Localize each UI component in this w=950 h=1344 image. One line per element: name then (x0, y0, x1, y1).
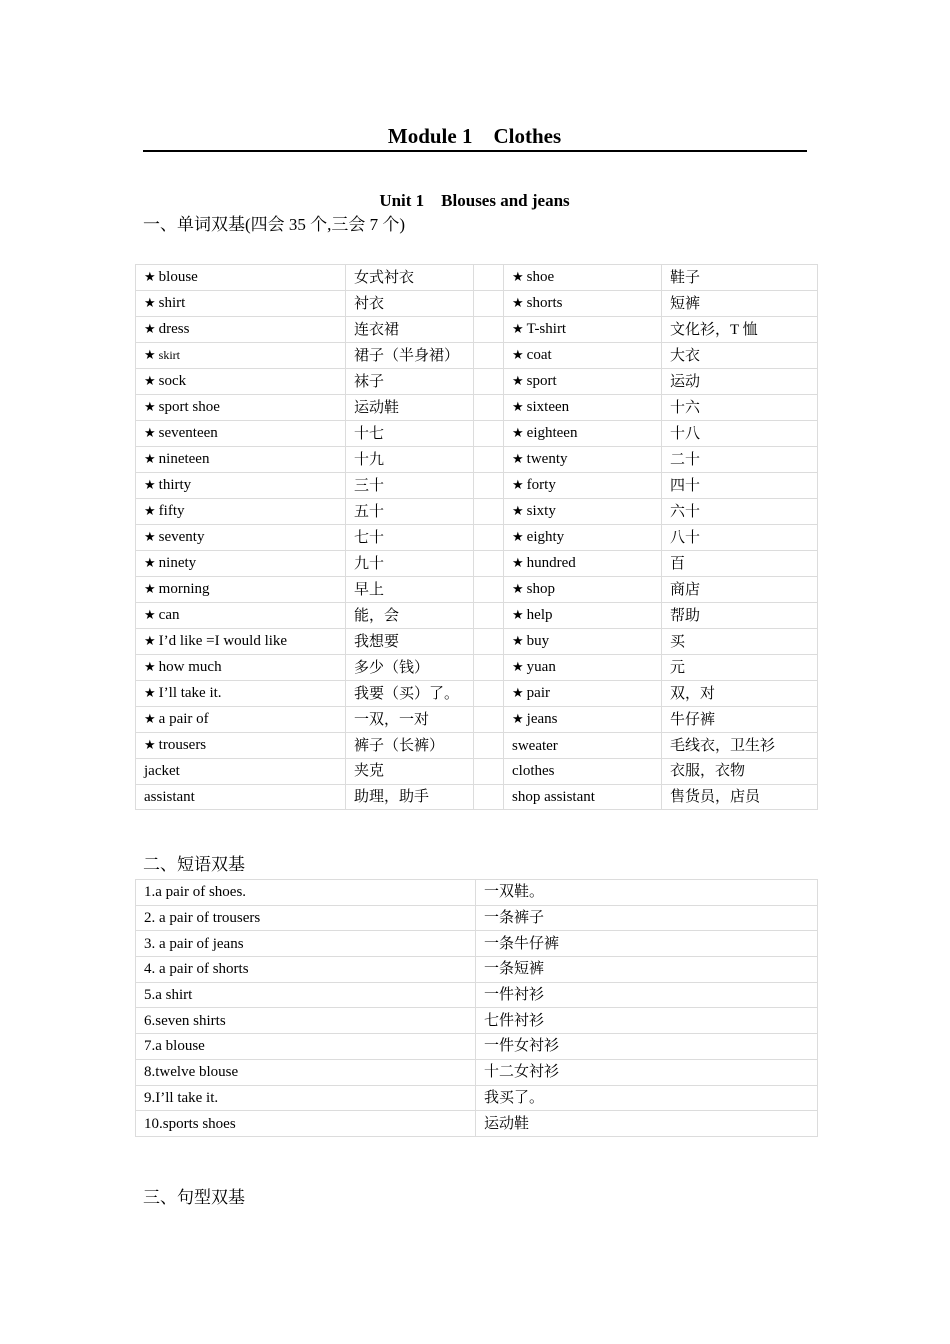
star-icon: ★ (512, 374, 524, 389)
phrase-english: 4. a pair of shorts (136, 957, 476, 983)
phrase-english: 9.I’ll take it. (136, 1085, 476, 1111)
phrase-english: 1.a pair of shoes. (136, 880, 476, 906)
phrase-row (136, 982, 818, 1008)
vocab-chinese-l: 早上 (346, 577, 474, 603)
phrase-chinese: 七件衬衫 (476, 1008, 818, 1034)
vocab-word-r (504, 369, 662, 395)
star-icon: ★ (512, 348, 524, 363)
vocab-chinese-l: 裤子（长裤） (346, 733, 474, 759)
vocab-row (136, 343, 818, 369)
phrase-row (136, 880, 818, 906)
vocab-chinese-r: 十八 (662, 421, 818, 447)
phrase-chinese: 十二女衬衫 (476, 1059, 818, 1085)
vocab-chinese-l: 裙子（半身裙） (346, 343, 474, 369)
vocab-chinese-r: 衣服，衣物 (662, 759, 818, 785)
phrase-row (136, 905, 818, 931)
vocab-row (136, 369, 818, 395)
vocab-word-r (504, 421, 662, 447)
vocab-english: shop assistant (512, 789, 595, 806)
vocab-chinese-r: 百 (662, 551, 818, 577)
module-title: Module 1 Clothes (387, 124, 562, 148)
vocab-english: I’d like =I would like (158, 633, 288, 649)
vocab-chinese-l: 九十 (346, 551, 474, 577)
star-icon: ★ (144, 426, 156, 441)
vocab-gap-cell (474, 343, 504, 369)
vocab-chinese-r: 商店 (662, 577, 818, 603)
vocab-chinese-l: 连衣裙 (346, 317, 474, 343)
vocab-row (136, 447, 818, 473)
star-icon: ★ (512, 452, 524, 467)
vocab-english: ninety (158, 555, 197, 571)
phrase-chinese: 一条短裤 (476, 957, 818, 983)
vocab-english: can (158, 607, 180, 623)
vocab-gap-cell (474, 603, 504, 629)
star-icon: ★ (512, 504, 524, 519)
vocab-chinese-l: 三十 (346, 473, 474, 499)
vocab-chinese-l: 袜子 (346, 369, 474, 395)
star-icon: ★ (512, 556, 524, 571)
vocab-word-l (136, 784, 346, 810)
vocab-english: trousers (158, 737, 207, 753)
vocab-word-r (504, 265, 662, 291)
vocab-word-r (504, 447, 662, 473)
phrase-chinese: 我买了。 (476, 1085, 818, 1111)
vocab-chinese-r: 毛线衣，卫生衫 (662, 733, 818, 759)
star-icon: ★ (144, 582, 156, 597)
vocab-chinese-l: 夹克 (346, 759, 474, 785)
title-underline (143, 150, 807, 152)
vocab-chinese-l: 五十 (346, 499, 474, 525)
vocab-english: seventy (158, 529, 205, 545)
vocab-english: assistant (144, 789, 195, 806)
vocab-word-l (136, 473, 346, 499)
vocab-english: sixteen (526, 399, 570, 415)
vocab-gap-cell (474, 655, 504, 681)
star-icon: ★ (512, 686, 524, 701)
vocab-chinese-l: 能，会 (346, 603, 474, 629)
star-icon: ★ (144, 530, 156, 545)
vocab-chinese-r: 六十 (662, 499, 818, 525)
star-icon: ★ (144, 738, 156, 753)
phrase-row (136, 1111, 818, 1137)
phrase-chinese: 一条裤子 (476, 905, 818, 931)
vocab-word-l (136, 369, 346, 395)
vocab-english: I’ll take it. (158, 685, 222, 701)
section-vocabulary-heading: 一、单词双基(四会 35 个,三会 7 个) (143, 215, 406, 234)
vocab-chinese-r: 鞋子 (662, 265, 818, 291)
vocab-word-r (504, 317, 662, 343)
vocab-word-l (136, 447, 346, 473)
vocab-english: sixty (526, 503, 556, 519)
vocab-gap-cell (474, 499, 504, 525)
vocab-word-l (136, 395, 346, 421)
section-sentences-heading: 三、句型双基 (143, 1188, 245, 1207)
vocab-english: sock (158, 373, 187, 389)
star-icon: ★ (512, 530, 524, 545)
star-icon: ★ (512, 660, 524, 675)
star-icon: ★ (512, 712, 524, 727)
star-icon: ★ (512, 478, 524, 493)
vocab-english: T-shirt (526, 321, 567, 337)
vocab-chinese-r: 四十 (662, 473, 818, 499)
vocab-chinese-l: 运动鞋 (346, 395, 474, 421)
star-icon: ★ (144, 686, 156, 701)
vocab-english: shirt (158, 295, 186, 311)
star-icon: ★ (512, 582, 524, 597)
vocab-gap-cell (474, 447, 504, 473)
vocab-word-r (504, 655, 662, 681)
phrase-row (136, 1008, 818, 1034)
vocab-english: eighty (526, 529, 565, 545)
vocab-gap-cell (474, 577, 504, 603)
vocab-english: hundred (526, 555, 576, 571)
vocab-row (136, 629, 818, 655)
phrase-chinese: 一件衬衫 (476, 982, 818, 1008)
vocab-word-l (136, 577, 346, 603)
vocab-gap-cell (474, 525, 504, 551)
star-icon: ★ (144, 660, 156, 675)
vocab-gap-cell (474, 473, 504, 499)
vocab-gap-cell (474, 265, 504, 291)
phrase-row (136, 931, 818, 957)
vocab-gap-cell (474, 317, 504, 343)
vocab-row (136, 707, 818, 733)
vocab-english: nineteen (158, 451, 210, 467)
phrase-chinese: 一条牛仔裤 (476, 931, 818, 957)
vocab-gap-cell (474, 421, 504, 447)
vocab-english: how much (158, 659, 222, 675)
phrase-chinese: 一双鞋。 (476, 880, 818, 906)
vocab-chinese-l: 衬衣 (346, 291, 474, 317)
vocab-english: pair (526, 685, 550, 701)
vocab-chinese-r: 元 (662, 655, 818, 681)
vocab-word-r (504, 473, 662, 499)
vocab-english: coat (526, 347, 552, 363)
phrase-chinese: 一件女衬衫 (476, 1034, 818, 1060)
vocab-row (136, 655, 818, 681)
star-icon: ★ (144, 634, 156, 649)
vocab-chinese-l: 多少（钱） (346, 655, 474, 681)
vocab-word-l (136, 629, 346, 655)
vocab-english: seventeen (158, 425, 218, 441)
vocab-row (136, 759, 818, 785)
vocab-row (136, 499, 818, 525)
phrase-english: 3. a pair of jeans (136, 931, 476, 957)
vocab-row (136, 603, 818, 629)
phrase-english: 5.a shirt (136, 982, 476, 1008)
star-icon: ★ (144, 296, 156, 311)
vocab-english: help (526, 607, 553, 623)
vocab-word-l (136, 551, 346, 577)
vocab-word-r (504, 291, 662, 317)
phrase-english: 8.twelve blouse (136, 1059, 476, 1085)
vocab-english: blouse (158, 269, 198, 285)
vocab-word-r (504, 395, 662, 421)
phrase-row (136, 1034, 818, 1060)
vocab-chinese-r: 短裤 (662, 291, 818, 317)
vocab-gap-cell (474, 784, 504, 810)
star-icon: ★ (512, 296, 524, 311)
phrase-chinese: 运动鞋 (476, 1111, 818, 1137)
vocab-english: shop (526, 581, 555, 597)
vocab-word-l (136, 499, 346, 525)
vocab-row (136, 395, 818, 421)
phrases-table (135, 879, 818, 1137)
vocab-gap-cell (474, 629, 504, 655)
vocab-gap-cell (474, 291, 504, 317)
vocab-word-l (136, 421, 346, 447)
vocab-english: buy (526, 633, 550, 649)
phrase-english: 7.a blouse (136, 1034, 476, 1060)
vocab-english: clothes (512, 763, 555, 780)
vocab-chinese-l: 十七 (346, 421, 474, 447)
star-icon: ★ (512, 634, 524, 649)
vocab-word-l (136, 707, 346, 733)
vocab-word-r (504, 629, 662, 655)
vocab-word-r (504, 603, 662, 629)
vocab-row (136, 784, 818, 810)
vocab-english: sport (526, 373, 557, 389)
vocab-chinese-l: 七十 (346, 525, 474, 551)
star-icon: ★ (144, 400, 156, 415)
vocab-english: shorts (526, 295, 563, 311)
vocab-chinese-l: 助理，助手 (346, 784, 474, 810)
vocab-gap-cell (474, 395, 504, 421)
vocab-chinese-r: 帮助 (662, 603, 818, 629)
vocab-word-l (136, 681, 346, 707)
vocab-chinese-l: 十九 (346, 447, 474, 473)
vocab-english: yuan (526, 659, 556, 675)
star-icon: ★ (512, 608, 524, 623)
vocab-chinese-l: 一双，一对 (346, 707, 474, 733)
vocab-word-r (504, 577, 662, 603)
vocabulary-table (135, 264, 818, 810)
vocab-word-l (136, 603, 346, 629)
vocab-chinese-r: 牛仔裤 (662, 707, 818, 733)
vocab-chinese-r: 八十 (662, 525, 818, 551)
vocab-english: jacket (144, 763, 180, 780)
star-icon: ★ (144, 504, 156, 519)
vocab-english: skirt (158, 348, 180, 362)
vocab-word-l (136, 343, 346, 369)
phrase-row (136, 957, 818, 983)
vocab-row (136, 291, 818, 317)
star-icon: ★ (144, 712, 156, 727)
vocab-english: sweater (512, 737, 558, 754)
vocab-english: fifty (158, 503, 185, 519)
vocab-word-r (504, 681, 662, 707)
vocab-gap-cell (474, 369, 504, 395)
star-icon: ★ (144, 452, 156, 467)
vocab-chinese-r: 文化衫，T 恤 (662, 317, 818, 343)
vocab-chinese-r: 双，对 (662, 681, 818, 707)
vocab-word-l (136, 525, 346, 551)
star-icon: ★ (144, 374, 156, 389)
vocab-chinese-r: 买 (662, 629, 818, 655)
vocab-chinese-l: 我要（买）了。 (346, 681, 474, 707)
vocab-gap-cell (474, 707, 504, 733)
vocab-english: morning (158, 581, 210, 597)
vocab-english: shoe (526, 269, 555, 285)
vocab-row (136, 681, 818, 707)
vocab-word-r (504, 707, 662, 733)
vocab-english: twenty (526, 451, 568, 467)
phrase-row (136, 1085, 818, 1111)
vocab-word-l (136, 655, 346, 681)
vocab-english: sport shoe (158, 399, 220, 415)
vocab-word-r (504, 784, 662, 810)
phrase-english: 2. a pair of trousers (136, 905, 476, 931)
vocab-english: forty (526, 477, 556, 493)
vocab-gap-cell (474, 759, 504, 785)
vocab-chinese-r: 二十 (662, 447, 818, 473)
star-icon: ★ (144, 270, 156, 285)
vocab-word-r (504, 759, 662, 785)
vocab-chinese-r: 售货员，店员 (662, 784, 818, 810)
vocab-row (136, 317, 818, 343)
vocab-english: thirty (158, 477, 192, 493)
vocab-word-r (504, 525, 662, 551)
vocab-word-r (504, 733, 662, 759)
vocab-gap-cell (474, 681, 504, 707)
vocab-row (136, 551, 818, 577)
phrase-row (136, 1059, 818, 1085)
star-icon: ★ (512, 270, 524, 285)
vocab-english: eighteen (526, 425, 578, 441)
phrase-english: 6.seven shirts (136, 1008, 476, 1034)
vocab-word-r (504, 499, 662, 525)
vocab-chinese-l: 我想要 (346, 629, 474, 655)
star-icon: ★ (144, 478, 156, 493)
vocab-chinese-l: 女式衬衣 (346, 265, 474, 291)
vocab-gap-cell (474, 733, 504, 759)
vocab-row (136, 733, 818, 759)
vocab-chinese-r: 大衣 (662, 343, 818, 369)
vocab-row (136, 577, 818, 603)
vocab-row (136, 473, 818, 499)
vocab-word-l (136, 265, 346, 291)
vocab-word-l (136, 759, 346, 785)
phrase-english: 10.sports shoes (136, 1111, 476, 1137)
section-phrases-heading: 二、短语双基 (143, 855, 245, 874)
vocab-english: dress (158, 321, 190, 337)
star-icon: ★ (512, 426, 524, 441)
vocab-row (136, 525, 818, 551)
star-icon: ★ (512, 322, 524, 337)
star-icon: ★ (512, 400, 524, 415)
vocab-word-r (504, 551, 662, 577)
vocab-word-l (136, 317, 346, 343)
vocab-word-r (504, 343, 662, 369)
vocab-english: a pair of (158, 711, 209, 727)
star-icon: ★ (144, 322, 156, 337)
star-icon: ★ (144, 608, 156, 623)
vocab-chinese-r: 运动 (662, 369, 818, 395)
vocab-english: jeans (526, 711, 558, 727)
star-icon: ★ (144, 348, 156, 363)
vocab-word-l (136, 733, 346, 759)
vocab-word-l (136, 291, 346, 317)
vocab-gap-cell (474, 551, 504, 577)
vocab-row (136, 421, 818, 447)
star-icon: ★ (144, 556, 156, 571)
vocab-row (136, 265, 818, 291)
unit-title: Unit 1 Blouses and jeans (379, 191, 570, 210)
vocab-chinese-r: 十六 (662, 395, 818, 421)
